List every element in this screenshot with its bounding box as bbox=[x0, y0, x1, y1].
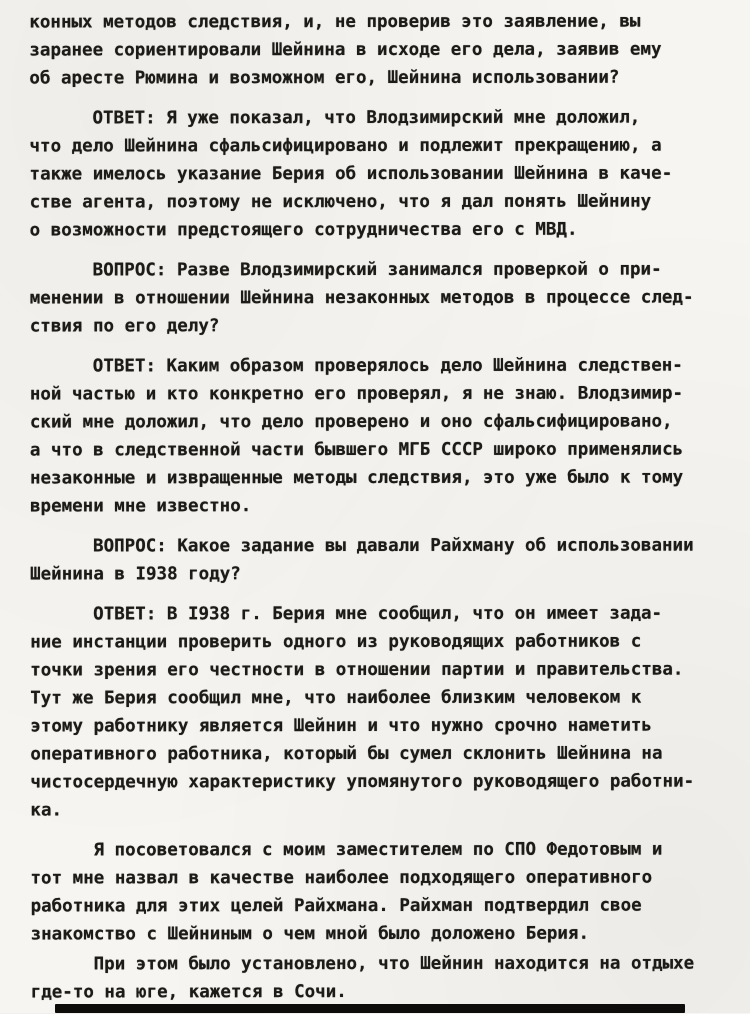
text-line: знакомство с Шейниным о чем мной было доложено Берия. bbox=[30, 923, 590, 945]
text-line: заранее сориентировали Шейнина в исходе его дела, заявив ему bbox=[29, 39, 662, 61]
text-line: незаконные и извращенные методы следствия, это уже было к тому bbox=[29, 467, 684, 489]
paragraph bbox=[30, 532, 716, 589]
scan-artifact-bar bbox=[55, 1004, 685, 1013]
text-line: что дело Шейнина сфальсифицировано и подлежит прекращению, а bbox=[29, 135, 662, 157]
text-line: ВОПРОС: Разве Влодзимирский занимался проверкой о при- bbox=[92, 259, 662, 281]
paragraph bbox=[31, 950, 717, 1007]
text-line: ВОПРОС: Какое задание вы давали Райхману об использовании bbox=[93, 535, 694, 557]
text-line: Я посоветовался с моим заместителем по СПО Федотовым и bbox=[93, 839, 663, 861]
text-line: ствия по его делу? bbox=[29, 316, 220, 337]
text-line: работника для этих целей Райхмана. Райхман подтвердил свое bbox=[30, 895, 642, 917]
paragraph bbox=[30, 836, 716, 949]
paragraph bbox=[29, 104, 715, 245]
text-line: чистосердечную характеристику упомянутого руководящего работни- bbox=[30, 771, 695, 793]
text-line: ский мне доложил, что дело проверено и оно сфальсифицировано, bbox=[29, 411, 673, 433]
text-line: ОТВЕТ: В I938 г. Берия мне сообщил, что он имеет зада- bbox=[93, 603, 663, 625]
text-line: Шейнина в I938 году? bbox=[30, 564, 241, 585]
text-line: ОТВЕТ: Каким образом проверялось дело Шейнина следствен- bbox=[92, 355, 683, 377]
paragraph bbox=[30, 600, 716, 825]
text-line: тот мне назвал в качестве наиболее подходящего оперативного bbox=[30, 867, 653, 889]
paragraph bbox=[30, 256, 716, 341]
paragraph bbox=[30, 352, 716, 521]
text-line: а что в следственной части бывшего МГБ СССР широко применялись bbox=[29, 439, 684, 461]
text-line: оперативного работника, который бы сумел склонить Шейнина на bbox=[30, 743, 663, 765]
text-line: об аресте Рюмина и возможном его, Шейнина использовании? bbox=[29, 67, 620, 89]
text-line: точки зрения его честности в отношении партии и правительства. bbox=[30, 659, 684, 681]
text-line: ка. bbox=[30, 800, 63, 821]
text-line: времени мне известно. bbox=[29, 496, 252, 517]
text-line: ние инстанции проверить одного из руководящих работников с bbox=[30, 631, 642, 653]
text-line: ОТВЕТ: Я уже показал, что Влодзимирский мне доложил, bbox=[92, 107, 641, 129]
text-line: стве агента, поэтому не исключено, что я дал понять Шейнину bbox=[29, 191, 652, 213]
text-line: где-то на юге, кажется в Сочи. bbox=[30, 982, 347, 1003]
text-line: также имелось указание Берия об использовании Шейнина в каче- bbox=[29, 163, 673, 185]
text-line: При этом было установлено, что Шейнин находится на отдыхе bbox=[93, 953, 695, 975]
text-line: этому работнику является Шейнин и что нужно срочно наметить bbox=[30, 715, 652, 737]
text-line: Тут же Берия сообщил мне, что наиболее близким человеком к bbox=[30, 687, 642, 709]
text-line: о возможности предстоящего сотрудничества его с МВД. bbox=[29, 219, 578, 241]
text-line: ной частью и кто конкретно его проверял, я не знаю. Влодзимир- bbox=[29, 383, 684, 405]
text-line: конных методов следствия, и, не проверив это заявление, вы bbox=[29, 11, 641, 33]
text-line: менении в отношении Шейнина незаконных методов в процессе след- bbox=[29, 287, 694, 309]
paragraph bbox=[29, 8, 715, 93]
